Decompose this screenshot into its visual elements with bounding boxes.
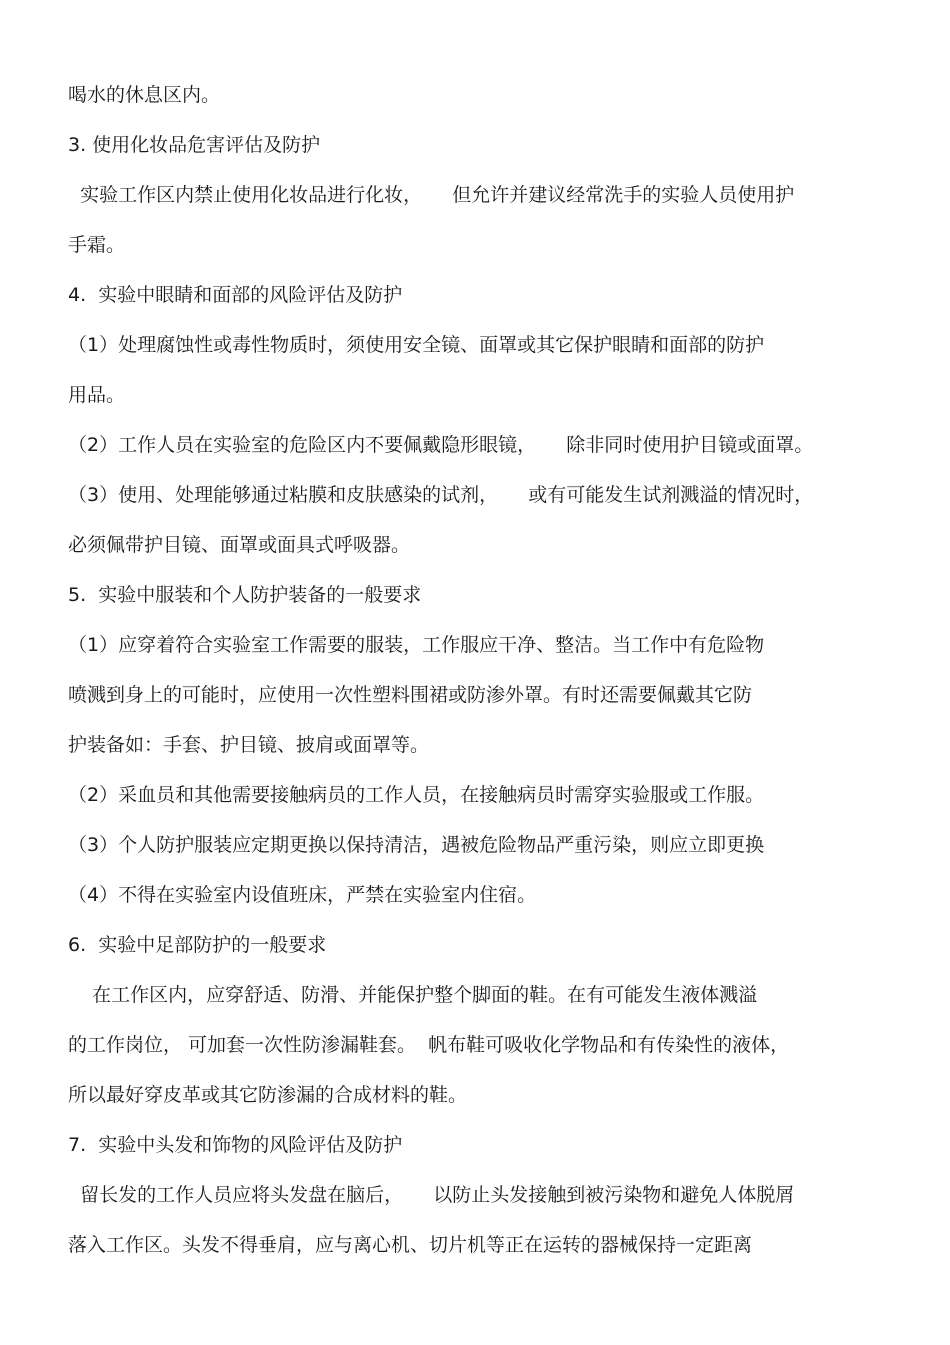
text-line-3: 实验工作区内禁止使用化妆品进行化妆， 但允许并建议经常洗手的实验人员使用护 xyxy=(68,184,795,206)
text-line-19: 在工作区内，应穿舒适、防滑、并能保护整个脚面的鞋。在有可能发生液体溅溢 xyxy=(68,984,758,1006)
text-line-4: 手霜。 xyxy=(68,234,126,256)
text-line-7: 用品。 xyxy=(68,384,126,406)
text-line-21: 所以最好穿皮革或其它防渗漏的合成材料的鞋。 xyxy=(68,1084,468,1106)
text-line-1: 喝水的休息区内。 xyxy=(68,84,221,106)
text-line-14: 护装备如：手套、护目镜、披肩或面罩等。 xyxy=(68,734,430,756)
text-line-20: 的工作岗位， 可加套一次性防渗漏鞋套。 帆布鞋可吸收化学物品和有传染性的液体， xyxy=(68,1034,790,1056)
text-line-12: （1）应穿着符合实验室工作需要的服装，工作服应干净、整洁。当工作中有危险物 xyxy=(68,634,765,656)
text-line-23: 留长发的工作人员应将头发盘在脑后， 以防止头发接触到被污染物和避免人体脱屑 xyxy=(68,1184,795,1206)
section-heading-3: 3. 使用化妆品危害评估及防护 xyxy=(68,134,321,156)
text-line-24: 落入工作区。头发不得垂肩，应与离心机、切片机等正在运转的器械保持一定距离 xyxy=(68,1234,753,1256)
section-heading-7: 7. 实验中头发和饰物的风险评估及防护 xyxy=(68,1134,403,1156)
section-heading-5: 5. 实验中服装和个人防护装备的一般要求 xyxy=(68,584,422,606)
section-heading-4: 4. 实验中眼睛和面部的风险评估及防护 xyxy=(68,284,403,306)
text-line-9: （3）使用、处理能够通过粘膜和皮肤感染的试剂， 或有可能发生试剂溅溢的情况时， xyxy=(68,484,814,506)
text-line-6: （1）处理腐蚀性或毒性物质时，须使用安全镜、面罩或其它保护眼睛和面部的防护 xyxy=(68,334,765,356)
text-line-10: 必须佩带护目镜、面罩或面具式呼吸器。 xyxy=(68,534,411,556)
text-line-17: （4）不得在实验室内设值班床，严禁在实验室内住宿。 xyxy=(68,884,537,906)
text-line-13: 喷溅到身上的可能时，应使用一次性塑料围裙或防渗外罩。有时还需要佩戴其它防 xyxy=(68,684,753,706)
text-line-16: （3）个人防护服装应定期更换以保持清洁，遇被危险物品严重污染，则应立即更换 xyxy=(68,834,765,856)
section-heading-6: 6. 实验中足部防护的一般要求 xyxy=(68,934,327,956)
text-line-8: （2）工作人员在实验室的危险区内不要佩戴隐形眼镜， 除非同时使用护目镜或面罩。 xyxy=(68,434,814,456)
text-line-15: （2）采血员和其他需要接触病员的工作人员，在接触病员时需穿实验服或工作服。 xyxy=(68,784,765,806)
